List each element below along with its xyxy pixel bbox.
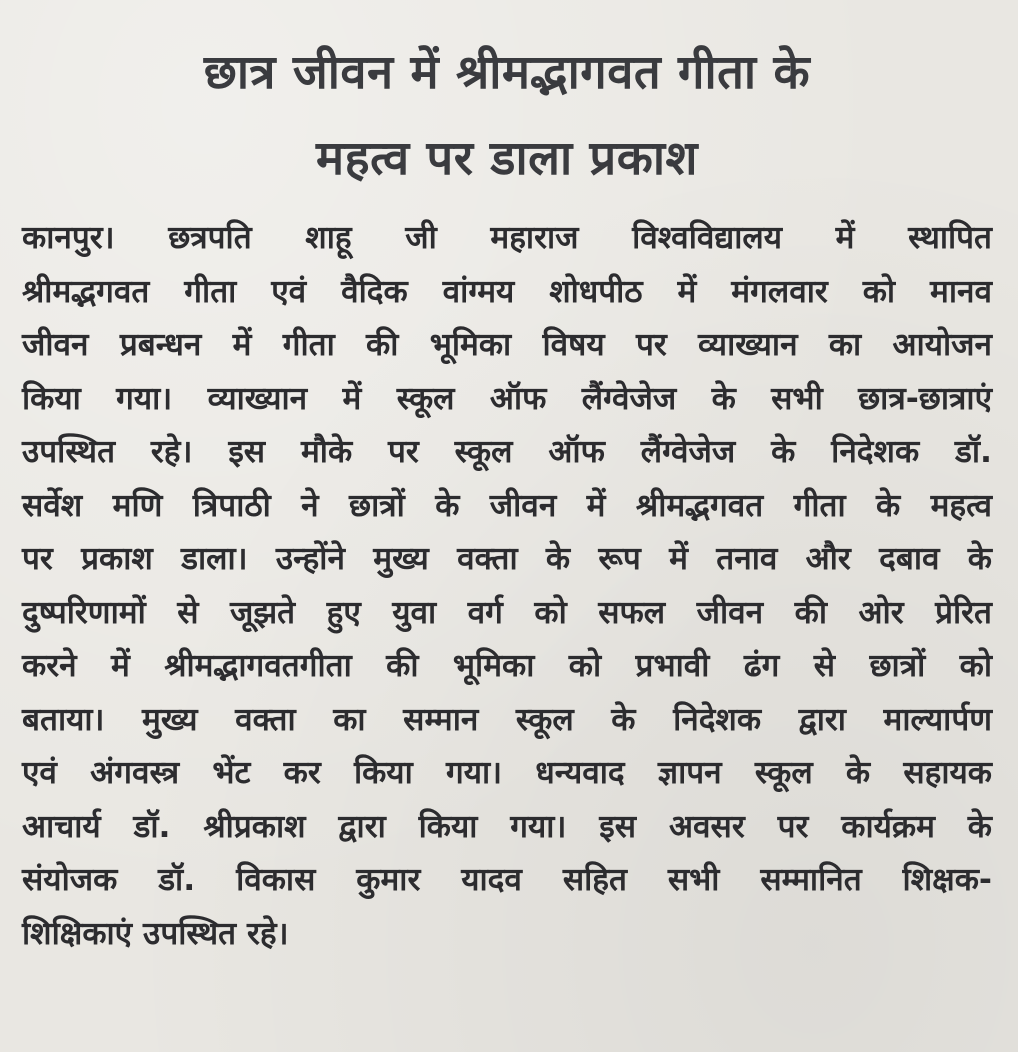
body-line-13: संयोजक डॉ. विकास कुमार यादव सहित सभी सम्मानित शिक्षक-	[22, 862, 992, 898]
headline-line-2: महत्व पर डाला प्रकाश	[316, 131, 698, 186]
dateline: कानपुर।	[22, 220, 115, 256]
body-line-3: जीवन प्रबन्धन में गीता की भूमिका विषय पर व्याख्यान का आयोजन	[22, 327, 992, 363]
article-body	[22, 212, 992, 961]
body-line-4: किया गया। व्याख्यान में स्कूल ऑफ लैंग्वेजेज के सभी छात्र-छात्राएं	[22, 380, 992, 417]
body-line-7: पर प्रकाश डाला। उन्होंने मुख्य वक्ता के रूप में तनाव और दबाव के	[22, 541, 992, 577]
headline-line-1: छात्र जीवन में श्रीमद्भागवत गीता के	[203, 45, 811, 100]
body-line-14: शिक्षिकाएं उपस्थित रहे।	[22, 915, 289, 952]
body-line-2: श्रीमद्भगवत गीता एवं वैदिक वांग्मय शोधपीठ में मंगलवार को मानव	[22, 273, 992, 310]
body-line-8: दुष्परिणामों से जूझते हुए युवा वर्ग को सफल जीवन की ओर प्रेरित	[22, 594, 992, 631]
body-line-1	[22, 212, 992, 266]
body-line-5: उपस्थित रहे। इस मौके पर स्कूल ऑफ लैंग्वेजेज के निदेशक डॉ.	[22, 434, 992, 470]
body-line-10: बताया। मुख्य वक्ता का सम्मान स्कूल के निदेशक द्वारा माल्यार्पण	[22, 701, 992, 738]
body-line-11: एवं अंगवस्त्र भेंट कर किया गया। धन्यवाद ज्ञापन स्कूल के सहायक	[22, 755, 992, 791]
body-line-6: सर्वेश मणि त्रिपाठी ने छात्रों के जीवन में श्रीमद्भगवत गीता के महत्व	[22, 487, 992, 524]
body-line-12: आचार्य डॉ. श्रीप्रकाश द्वारा किया गया। इस अवसर पर कार्यक्रम के	[22, 808, 992, 845]
body-line-9: करने में श्रीमद्भागवतगीता की भूमिका को प्रभावी ढंग से छात्रों को	[22, 648, 992, 684]
headline	[22, 30, 992, 202]
first-line-text: छत्रपति शाहू जी महाराज विश्वविद्यालय में स्थापित	[168, 220, 992, 256]
